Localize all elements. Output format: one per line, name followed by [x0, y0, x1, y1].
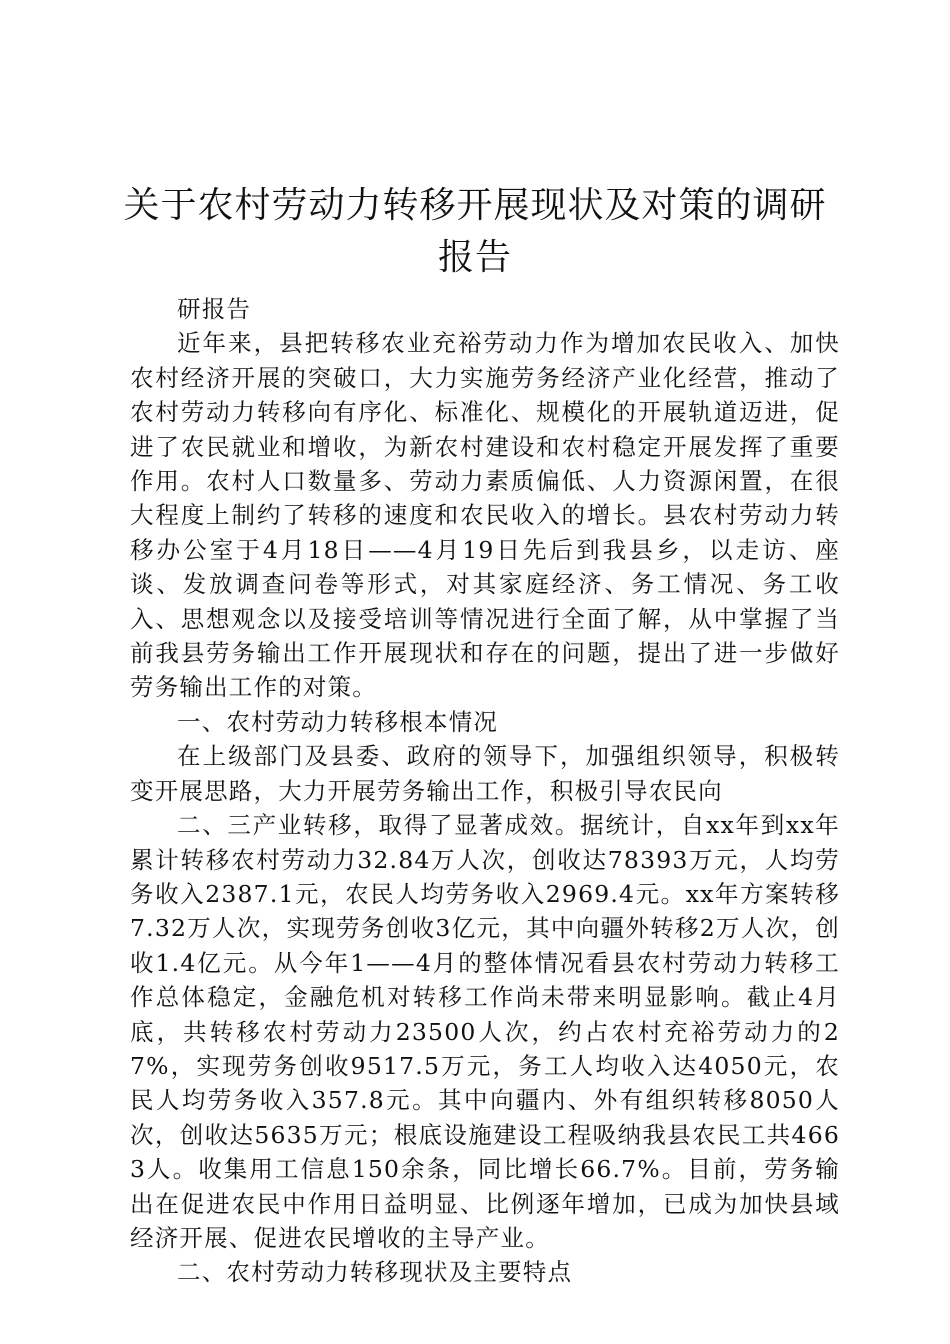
document-body: [130, 292, 840, 1290]
paragraph-intro-label: 研报告: [177, 295, 252, 323]
paragraph-leadership: 在上级部门及县委、政府的领导下，加强组织领导，积极转变开展思路，大力开展劳务输出工作，积极引导农民向: [130, 742, 840, 805]
paragraph-statistics: 二、三产业转移，取得了显著成效。据统计，自xx年到xx年累计转移农村劳动力32.84万人次，创收达78393万元，人均劳务收入2387.1元，农民人均劳务收入2969.4元。xx年方案转移7.32万人次，实现劳务创收3亿元，其中向疆外转移2万人次，创收1.4亿元。从今年1——4月的整体情况看县农村劳动力转移工作总体稳定，金融危机对转移工作尚未带来明显影响。截止4月底，共转移农村劳动力23500人次，约占农村充裕劳动力的27%，实现劳务创收9517.5万元，务工人均收入达4050元，农民人均劳务收入357.8元。其中向疆内、外有组织转移8050人次，创收达5635万元；根底设施建设工程吸纳我县农民工共4663人。收集用工信息150余条，同比增长66.7%。目前，劳务输出在促进农民中作用日益明显、比例逐年增加，已成为加快县域经济开展、促进农民增收的主导产业。: [130, 811, 840, 1252]
section-heading-basic-situation: 一、农村劳动力转移根本情况: [177, 707, 499, 736]
section-heading-current-status: 二、农村劳动力转移现状及主要特点: [177, 1258, 573, 1287]
document-title: 关于农村劳动力转移开展现状及对策的调研报告: [123, 185, 827, 278]
paragraph-background: 近年来，县把转移农业充裕劳动力作为增加农民收入、加快农村经济开展的突破口，大力实施劳务经济产业化经营，推动了农村劳动力转移向有序化、标准化、规模化的开展轨道迈进，促进了农民就业和增收，为新农村建设和农村稳定开展发挥了重要作用。农村人口数量多、劳动力素质偏低、人力资源闲置，在很大程度上制约了转移的速度和农民收入的增长。县农村劳动力转移办公室于4月18日——4月19日先后到我县乡，以走访、座谈、发放调查问卷等形式，对其家庭经济、务工情况、务工收入、思想观念以及接受培训等情况进行全面了解，从中掌握了当前我县劳务输出工作开展现状和存在的问题，提出了进一步做好劳务输出工作的对策。: [130, 329, 840, 702]
